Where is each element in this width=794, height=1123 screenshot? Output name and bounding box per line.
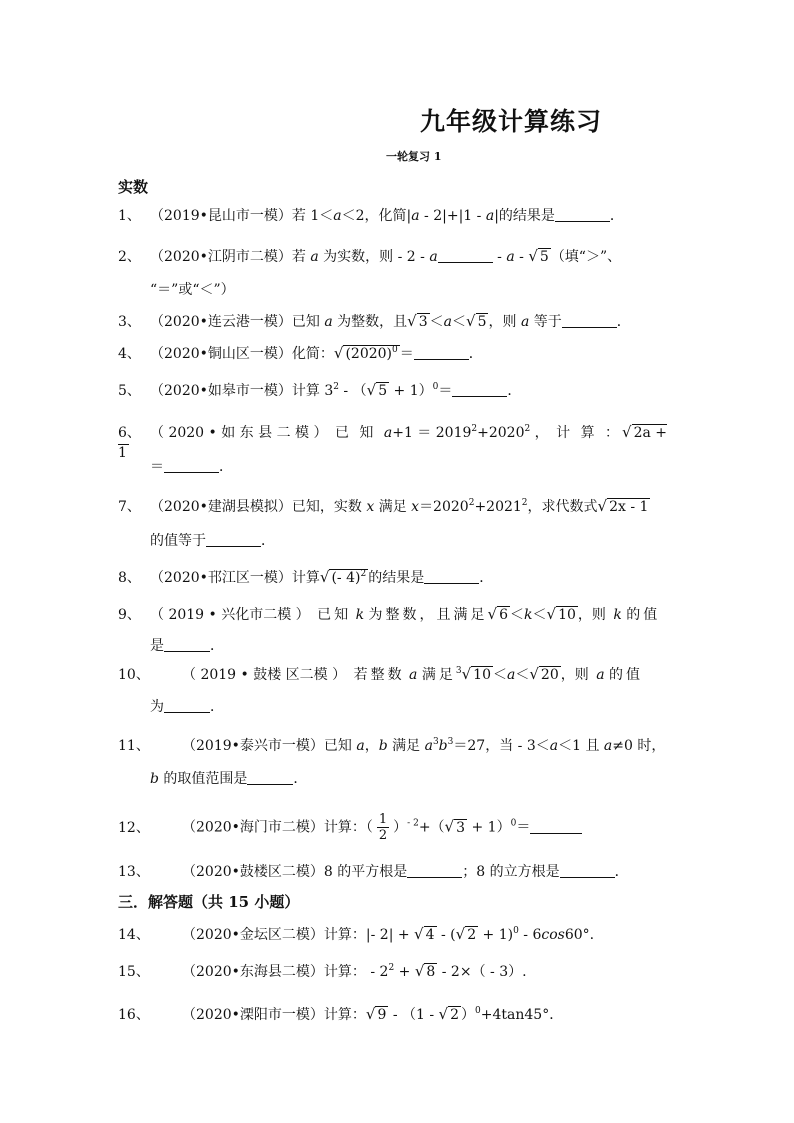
answer-blank[interactable] xyxy=(414,345,469,360)
question-8: 8、 （2020•邗江区一模）计算√ (- 4)$^2$ 的结果是 ． xyxy=(118,568,494,586)
question-11-continued: b 的取值范围是 ． xyxy=(150,771,308,787)
answer-blank[interactable] xyxy=(206,532,261,547)
section-heading-real-numbers: 实数 xyxy=(118,178,149,196)
answer-blank[interactable] xyxy=(555,207,610,222)
question-9-continued: 是 ． xyxy=(150,638,224,654)
page-title: 九年级计算练习 xyxy=(420,107,603,136)
answer-blank[interactable] xyxy=(164,637,210,652)
answer-blank[interactable] xyxy=(247,770,293,785)
question-14: 14、 （2020•金坛区二模）计算：|- 2| + √ 4 - (√ 2 + 1)$^0$ - 6cos60°. xyxy=(118,925,595,943)
question-7: 7、 （2020•建湖县模拟）已知，实数 x 满足 $x=2020^2+2021^2$，求代数式√ 2x - 1 xyxy=(118,497,649,515)
question-6: 6、 （ 2020 • 如 东 县 二 模 ） 已 知 $a+1 = 2019^2+2020^2$ ， 计 算 ：√ 2a + 1 xyxy=(118,423,668,461)
question-16: 16、 （2020•溧阳市一模）计算：√ 9 - （1 - √ 2 ）$^0$+4tan45°． xyxy=(118,1005,564,1023)
answer-blank[interactable] xyxy=(438,248,493,263)
question-5: 5、 （2020•如皋市一模）计算 $3^2$ - （√ 5 + 1）$^0$＝ ． xyxy=(118,381,522,399)
question-10: 10、 （ 2019 • 鼓楼 区二模 ） 若整数 a 满足$^3$√ 10 ＜a＜√ 20 ，则 a 的值 xyxy=(118,665,643,683)
question-3: 3、 （2020•连云港一模）已知 a 为整数，且√ 3 ＜a＜√ 5 ，则 a 等于 ． xyxy=(118,312,631,330)
question-9: 9、 （ 2019 • 兴化市二模 ） 已知 k 为整数，且满足√ 6 ＜k＜√ 10 ，则 k 的值 xyxy=(118,605,661,623)
question-6-continued: ＝ ． xyxy=(150,459,233,475)
question-2-continued: “＝”或“＜”） xyxy=(150,282,235,298)
answer-blank[interactable] xyxy=(424,569,479,584)
answer-blank[interactable] xyxy=(560,863,615,878)
question-13: 13、 （2020•鼓楼区二模）8 的平方根是 ；8 的立方根是 ． xyxy=(118,864,629,880)
question-2: 2、 （2020•江阴市二模）若 a 为实数，则 - 2 - a - a - √ 5 （填“＞”、 xyxy=(118,247,622,265)
answer-blank[interactable] xyxy=(164,458,219,473)
page-subtitle: 一轮复习 1 xyxy=(386,150,442,163)
question-15: 15、 （2020•东海县二模）计算： - $2^2$ + √ 8 - 2×（ - 3）. xyxy=(118,962,527,980)
question-1: 1、 （2019•昆山市一模）若 1＜a＜2，化简|a - 2|+|1 - a|的结果是 ． xyxy=(118,208,624,224)
fraction-one-half: $\frac{1}{2}$ xyxy=(378,812,388,843)
answer-blank[interactable] xyxy=(452,382,507,397)
answer-blank[interactable] xyxy=(407,863,462,878)
question-4: 4、 （2020•铜山区一模）化简：√ $(2020)^0$ ＝ ． xyxy=(118,344,483,362)
answer-blank[interactable] xyxy=(164,698,210,713)
question-7-continued: 的值等于 ． xyxy=(150,533,275,549)
answer-blank[interactable] xyxy=(530,819,582,834)
section-heading-answers: 三．解答题（共 15 小题） xyxy=(118,893,300,911)
question-12: 12、 （2020•海门市二模）计算：（ $\frac{1}{2}$ ）$^{- 2}$+（√ 3 + 1）$^0$＝ xyxy=(118,812,678,843)
answer-blank[interactable] xyxy=(562,313,617,328)
question-10-continued: 为 ． xyxy=(150,699,224,715)
question-11: 11、 （2019•泰兴市一模）已知 a，b 满足 $a^3b^3=27$，当 - 3＜a＜1 且 a≠0 时， xyxy=(118,737,666,754)
